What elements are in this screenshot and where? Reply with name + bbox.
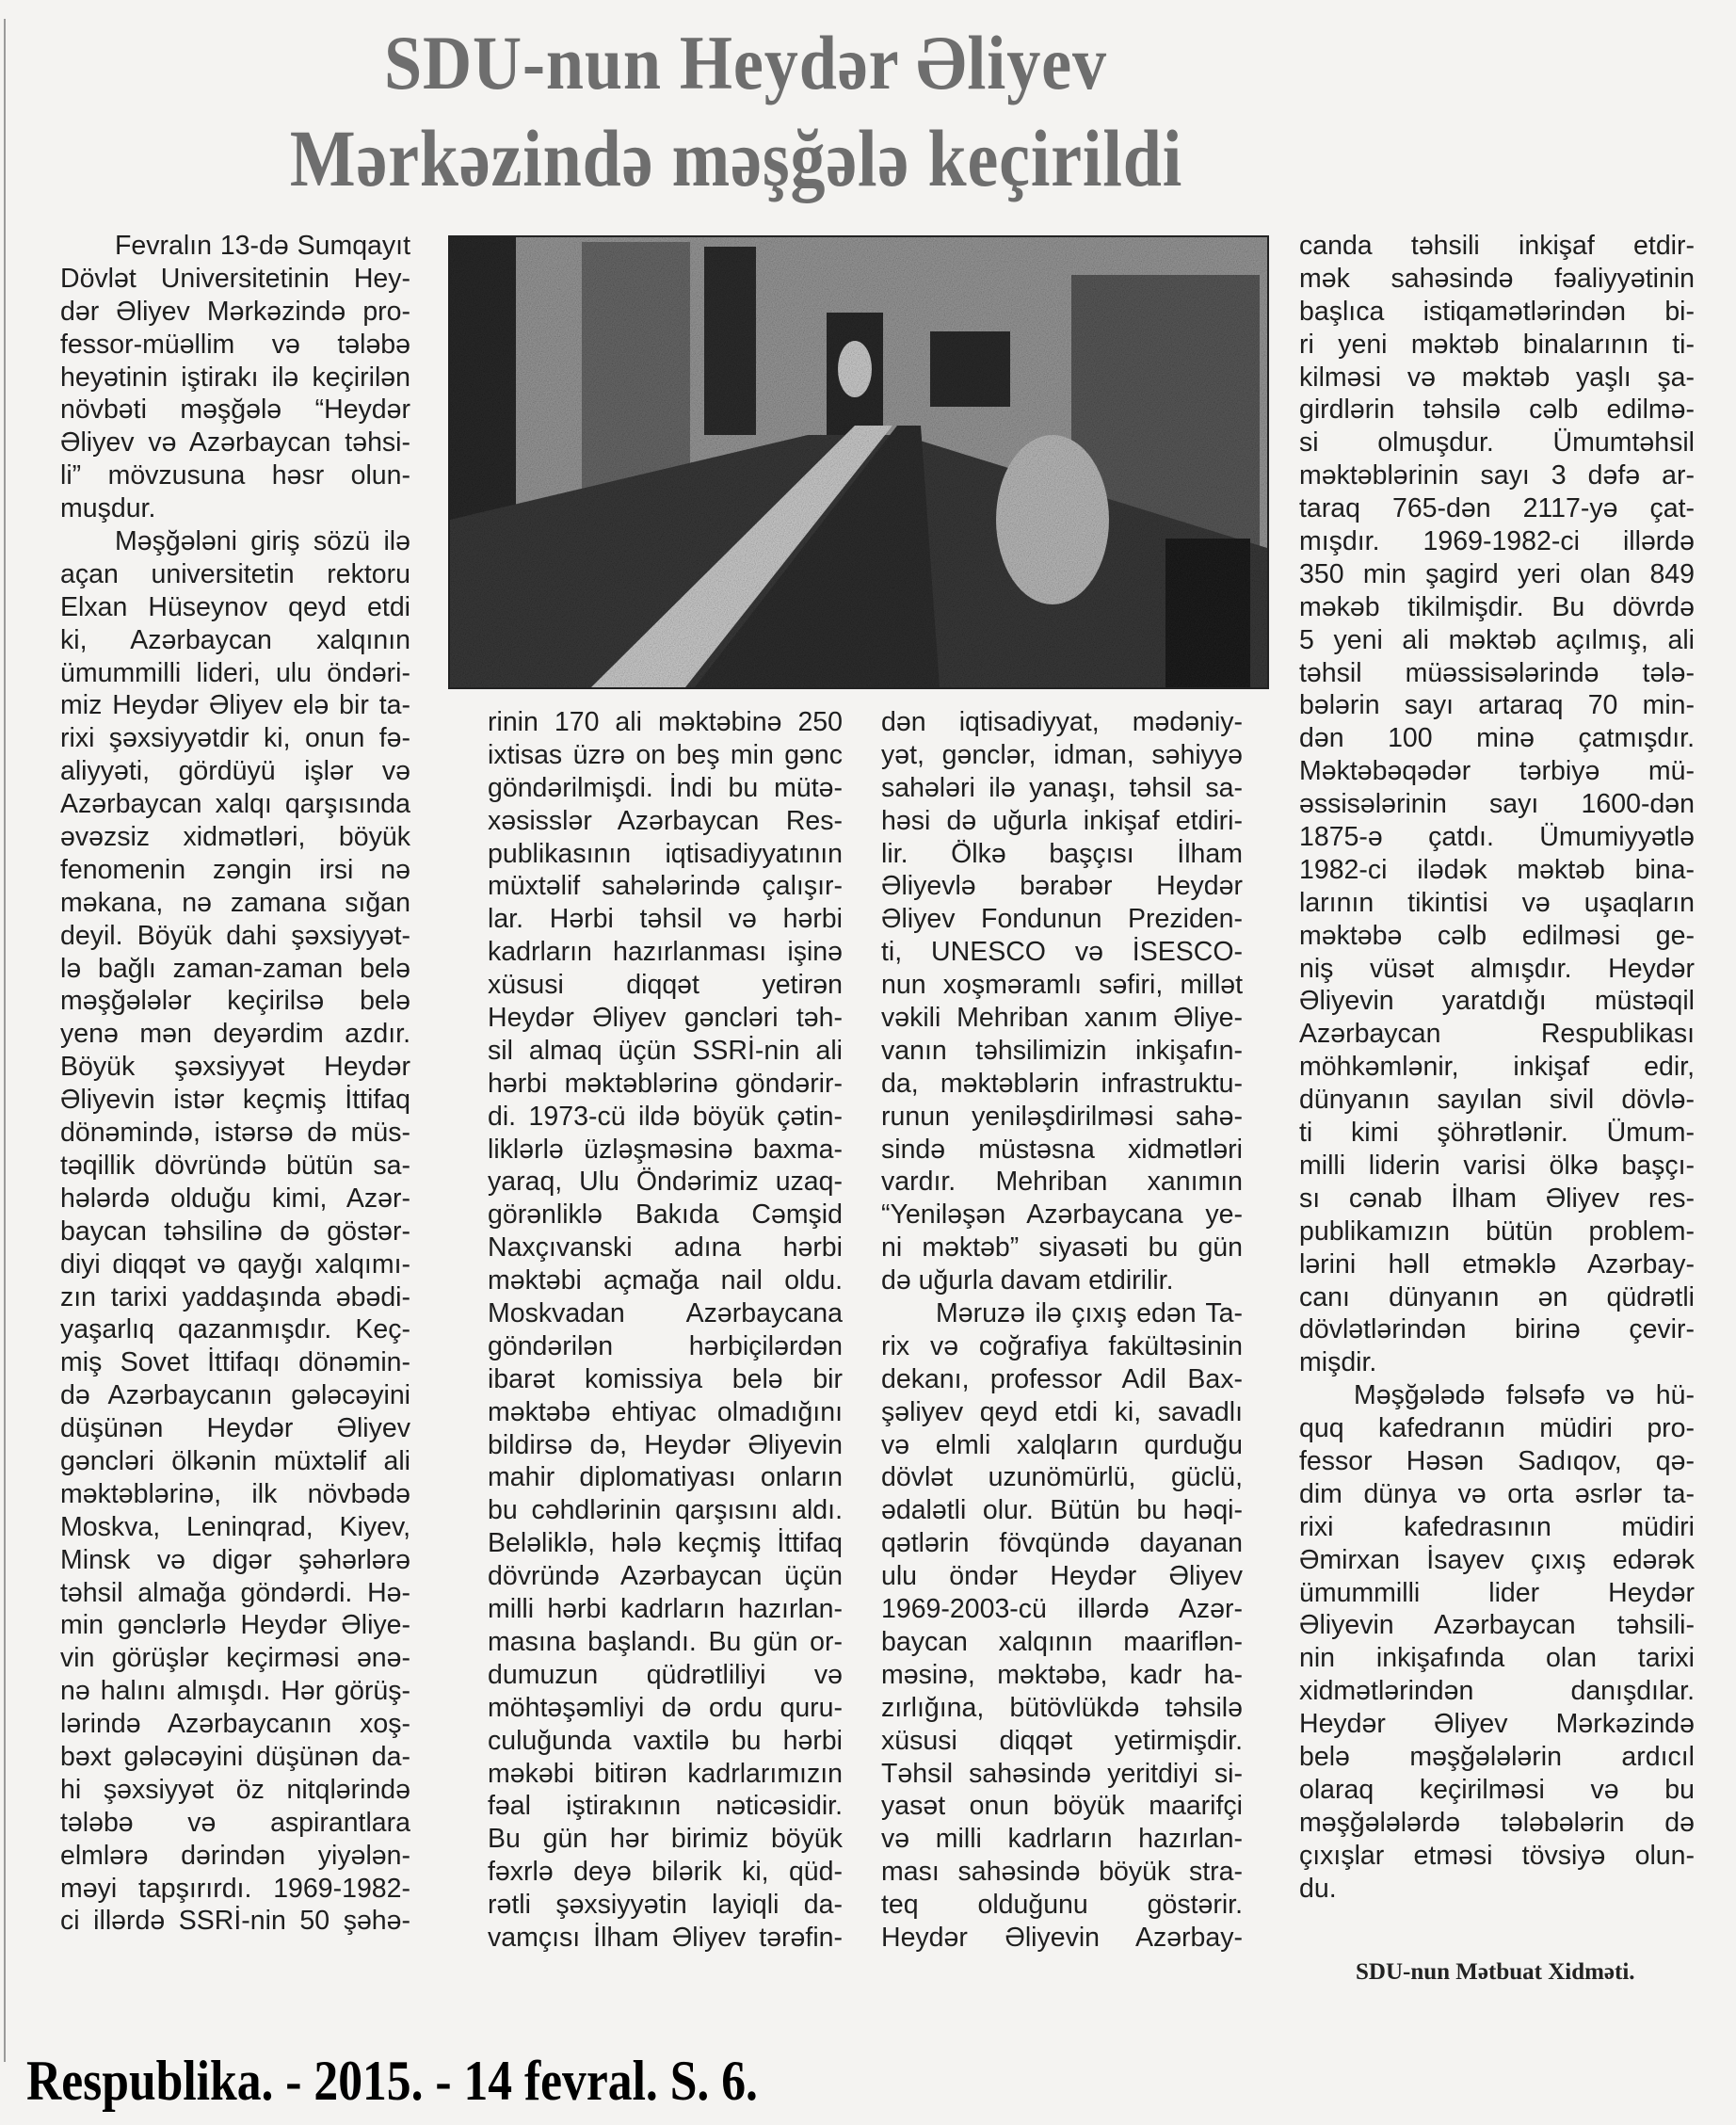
text-line: məkəbi bitirən kadrlarımızın	[488, 1758, 843, 1789]
text-line: vardır. Mehriban xanımın	[881, 1167, 1243, 1198]
text-line: göndərilmişdi. İndi bu mütə-	[488, 772, 843, 803]
text-line: masına başlandı. Bu gün or-	[488, 1626, 843, 1657]
text-line: milli hərbi kadrların hazırlan-	[488, 1594, 843, 1625]
text-line: min gənclərlə Heydər Əliye-	[60, 1610, 410, 1641]
text-line: və milli kadrların hazırlan-	[881, 1824, 1243, 1855]
text-line: Moskvadan Azərbaycana	[488, 1298, 843, 1329]
text-line: Naxçıvanski adına hərbi	[488, 1232, 843, 1264]
text-line: aliyyəti, gördüyü işlər və	[60, 756, 410, 787]
text-line: kilməsi və məktəb yaşlı şa-	[1299, 362, 1695, 393]
text-line: elmlərə dərindən yiyələn-	[60, 1840, 410, 1871]
text-line: canda təhsili inkişaf etdir-	[1299, 231, 1695, 261]
text-line: yaşarlıq qazanmışdır. Keç-	[60, 1314, 410, 1345]
text-line: li” mövzusuna həsr olun-	[60, 460, 410, 491]
text-line: hi şəxsiyyət öz nitqlərində	[60, 1774, 410, 1805]
text-line: rix və coğrafiya fakültəsinin	[881, 1330, 1243, 1361]
page-edge-rule	[4, 19, 6, 2062]
text-line: Dövlət Universitetinin Hey-	[60, 263, 410, 294]
text-line: xüsusi diqqət yetirən	[488, 970, 843, 1001]
text-line: Azərbaycan xalqı qarşısında	[60, 789, 410, 820]
text-line: taraq 765-dən 2117-yə çat-	[1299, 493, 1695, 524]
text-line: miz Heydər Əliyev elə bir ta-	[60, 690, 410, 721]
text-line: məktəblərinə, ilk növbədə	[60, 1478, 410, 1509]
text-line: Fevralın 13-də Sumqayıt	[115, 231, 410, 261]
text-line: fessor Həsən Sadıqov, qə-	[1299, 1445, 1695, 1476]
text-line: möhkəmlənir, inkişaf edir,	[1299, 1052, 1695, 1083]
text-line: Əliyevin istər keçmiş İttifaq	[60, 1085, 410, 1116]
text-line: məşğələlər keçirilsə belə	[60, 986, 410, 1017]
text-line: Beləliklə, hələ keçmiş İttifaq	[488, 1528, 843, 1559]
text-line: rixi kafedrasının müdiri	[1299, 1511, 1695, 1542]
text-line: də uğurla davam etdirilir.	[881, 1265, 1174, 1296]
text-line: Azərbaycan Respublikası	[1299, 1019, 1695, 1050]
meeting-photo	[448, 235, 1269, 689]
text-line: açan universitetin rektoru	[60, 558, 410, 589]
text-line: əvəzsiz xidmətləri, böyük	[60, 822, 410, 853]
text-line: dim dünya və orta əsrlər ta-	[1299, 1478, 1695, 1509]
text-line: dönəmində, istərsə də müs-	[60, 1118, 410, 1149]
text-line: mışdır. 1969-1982-ci illərdə	[1299, 526, 1695, 557]
text-line: dən 100 minə çatmışdır.	[1299, 723, 1695, 754]
text-line: Təhsil sahəsində yeritdiyi si-	[881, 1758, 1243, 1789]
text-line: ki, Azərbaycan xalqının	[60, 624, 410, 655]
text-line: rixi şəxsiyyətdir ki, onun fə-	[60, 723, 410, 754]
text-line: xəsisslər Azərbaycan Res-	[488, 805, 843, 836]
text-line: ümummilli lideri, ulu öndəri-	[60, 657, 410, 688]
text-line: vin görüşlər keçirməsi ənə-	[60, 1643, 410, 1674]
text-line: Əliyevlə bərabər Heydər	[881, 871, 1243, 902]
text-line: du.	[1299, 1873, 1337, 1904]
text-line: növbəti məşğələ “Heydər	[60, 394, 410, 426]
text-line: Heydər Əliyev Mərkəzində	[1299, 1709, 1695, 1740]
text-line: runun yeniləşdirilməsi sahə-	[881, 1101, 1243, 1132]
text-line: məktəbə ehtiyac olmadığını	[488, 1396, 843, 1427]
text-line: zırlığına, bütövlükdə təhsilə	[881, 1692, 1243, 1723]
text-line: miş Sovet İttifaqı dönəmin-	[60, 1347, 410, 1378]
text-line: Bu gün hər birimiz böyük	[488, 1824, 843, 1855]
text-line: Moskva, Leninqrad, Kiyev,	[60, 1511, 410, 1542]
text-line: vəkili Mehriban xanım Əliye-	[881, 1003, 1243, 1034]
text-line: vanın təhsilimizin inkişafın-	[881, 1035, 1243, 1066]
text-line: kadrların hazırlanması işinə	[488, 937, 843, 968]
text-line: ti, UNESCO və İSESCO-	[881, 937, 1243, 968]
text-line: 5 yeni ali məktəb açılmış, ali	[1299, 624, 1695, 655]
text-line: 1982-ci ilədək məktəb bina-	[1299, 854, 1695, 885]
text-line: bildirsə də, Heydər Əliyevin	[488, 1429, 843, 1460]
text-line: məktəbi açmağa nail oldu.	[488, 1265, 843, 1296]
text-line: mək sahəsində fəaliyyətinin	[1299, 263, 1695, 294]
text-line: məkəb tikilmişdir. Bu dövrdə	[1299, 591, 1695, 622]
article-column-4	[1299, 230, 1695, 1905]
text-line: Əmirxan İsayev çıxış edərək	[1299, 1544, 1695, 1575]
text-line: Əliyev Fondunun Preziden-	[881, 904, 1243, 935]
text-line: təqillik dövründə bütün sa-	[60, 1150, 410, 1181]
text-line: belə məşğələlərin ardıcıl	[1299, 1741, 1695, 1772]
text-line: publikamızın bütün problem-	[1299, 1215, 1695, 1247]
text-line: əssisələrinin sayı 1600-dən	[1299, 789, 1695, 820]
text-line: Məruzə ilə çıxış edən Ta-	[936, 1298, 1243, 1329]
text-line: Əliyevin Azərbaycan təhsili-	[1299, 1610, 1695, 1641]
text-line: ibarət komissiya belə bir	[488, 1363, 843, 1394]
text-line: ümummilli lider Heydər	[1299, 1577, 1695, 1608]
text-line: baycan xalqının maariflən-	[881, 1626, 1243, 1657]
text-line: qətlərin fövqündə dayanan	[881, 1528, 1243, 1559]
text-line: lərində Azərbaycanın xoş-	[60, 1709, 410, 1740]
text-line: Məşğələdə fəlsəfə və hü-	[1354, 1380, 1695, 1411]
text-line: gəncləri ölkənin müxtəlif ali	[60, 1445, 410, 1476]
text-line: lə bağlı zaman-zaman belə	[60, 953, 410, 984]
text-line: bələrin sayı artaraq 70 min-	[1299, 690, 1695, 721]
photo-meeting-room-icon	[450, 237, 1267, 687]
text-line: yət, gənclər, idman, səhiyyə	[881, 739, 1243, 770]
text-line: dünyanın sayılan sivil dövlə-	[1299, 1085, 1695, 1116]
text-line: Heydər Əliyevin Azərbay-	[881, 1922, 1243, 1953]
text-line: və elmli xalqların qurduğu	[881, 1429, 1243, 1460]
text-line: dövründə Azərbaycan üçün	[488, 1561, 843, 1592]
text-line: nin inkişafında olan tarixi	[1299, 1643, 1695, 1674]
text-line: milli liderin varisi ölkə başçı-	[1299, 1150, 1695, 1181]
text-line: yasət onun böyük maarifçi	[881, 1791, 1243, 1822]
text-line: 1969-2003-cü illərdə Azər-	[881, 1594, 1243, 1625]
text-line: diyi diqqət və qayğı xalqımı-	[60, 1248, 410, 1280]
text-line: 1875-ə çatdı. Ümumiyyətlə	[1299, 822, 1695, 853]
text-line: deyil. Böyük dahi şəxsiyyət-	[60, 920, 410, 951]
text-line: zın tarixi yaddaşında əbədi-	[60, 1281, 410, 1312]
text-line: lərini həll etməklə Azərbay-	[1299, 1248, 1695, 1280]
text-line: təhsil müəssisələrində tələ-	[1299, 657, 1695, 688]
text-line: Əliyevin yaratdığı müstəqil	[1299, 986, 1695, 1017]
text-line: bəxt gələcəyini düşünən da-	[60, 1741, 410, 1772]
text-line: di. 1973-cü ildə böyük çətin-	[488, 1101, 843, 1132]
text-line: məktəbə cəlb edilməsi ge-	[1299, 920, 1695, 951]
text-line: fessor-müəllim və tələbə	[60, 329, 410, 360]
text-line: məktəblərinin sayı 3 dəfə ar-	[1299, 460, 1695, 491]
text-line: yenə mən deyərdim azdır.	[60, 1019, 410, 1050]
text-line: məyi tapşırırdı. 1969-1982-	[60, 1873, 410, 1904]
text-line: yaraq, Ulu Öndərimiz uzaq-	[488, 1167, 843, 1198]
text-line: si olmuşdur. Ümumtəhsil	[1299, 427, 1695, 459]
text-line: hələrdə olduğu kimi, Azər-	[60, 1183, 410, 1214]
text-line: hərbi məktəblərinə göndərir-	[488, 1068, 843, 1099]
text-line: vamçısı İlham Əliyev tərəfin-	[488, 1922, 843, 1953]
text-line: sahələri ilə yanaşı, təhsil sa-	[881, 772, 1243, 803]
text-line: şəliyev qeyd etdi ki, savadlı	[881, 1396, 1243, 1427]
article-column-2	[488, 706, 843, 1955]
text-line: çıxışlar etməsi tövsiyə olun-	[1299, 1840, 1695, 1871]
text-line: rətli şəxsiyyətin layiqli da-	[488, 1890, 843, 1921]
text-line: liklərlə üzləşməsinə baxma-	[488, 1134, 843, 1165]
text-line: düşünən Heydər Əliyev	[60, 1413, 410, 1444]
article-column-1	[60, 230, 410, 1938]
text-line: rinin 170 ali məktəbinə 250	[488, 707, 843, 737]
text-line: lir. Ölkə başçısı İlham	[881, 838, 1243, 869]
text-line: də Azərbaycanın gələcəyini	[60, 1380, 410, 1411]
text-line: publikasının iqtisadiyyatının	[488, 838, 843, 869]
text-line: teq olduğunu göstərir.	[881, 1890, 1243, 1921]
text-line: ması sahəsində böyük stra-	[881, 1857, 1243, 1888]
text-line: möhtəşəmliyi də ordu quru-	[488, 1692, 843, 1723]
text-line: sı cənab İlham Əliyev res-	[1299, 1183, 1695, 1214]
text-line: Əliyev və Azərbaycan təhsi-	[60, 427, 410, 459]
text-line: niş vüsət almışdır. Heydər	[1299, 953, 1695, 984]
text-line: Böyük şəxsiyyət Heydər	[60, 1052, 410, 1083]
text-line: olaraq keçirilməsi və bu	[1299, 1774, 1695, 1805]
text-line: nə halını almışdı. Hər görüş-	[60, 1676, 410, 1707]
text-line: sində müstəsna xidmətləri	[881, 1134, 1243, 1165]
text-line: ni məktəb” siyasəti bu gün	[881, 1232, 1243, 1264]
text-line: təhsil almağa göndərdi. Hə-	[60, 1577, 410, 1608]
source-citation: Respublika. - 2015. - 14 fevral. S. 6.	[26, 2050, 758, 2112]
text-line: canı dünyanın ən qüdrətli	[1299, 1281, 1695, 1312]
text-line: quq kafedranın müdiri pro-	[1299, 1413, 1695, 1444]
text-line: xüsusi diqqət yetirmişdir.	[881, 1725, 1243, 1756]
text-line: mahir diplomatiyası onların	[488, 1462, 843, 1493]
text-line: dər Əliyev Mərkəzində pro-	[60, 296, 410, 327]
text-line: lar. Hərbi təhsil və hərbi	[488, 904, 843, 935]
text-line: ri yeni məktəb binalarının ti-	[1299, 329, 1695, 360]
text-line: xidmətlərindən danışdılar.	[1299, 1676, 1695, 1707]
text-line: sil almaq üçün SSRİ-nin ali	[488, 1035, 843, 1066]
text-line: nun xoşməramlı səfiri, millət	[881, 970, 1243, 1001]
text-line: ədalətli olur. Bütün bu həqi-	[881, 1495, 1243, 1526]
text-line: görənliklə Bakıda Cəmşid	[488, 1199, 843, 1231]
text-line: məsinə, məktəbə, kadr ha-	[881, 1659, 1243, 1690]
byline-signature: SDU-nun Mətbuat Xidməti.	[1356, 1959, 1635, 1985]
text-line: “Yeniləşən Azərbaycana ye-	[881, 1199, 1243, 1231]
text-line: culuğunda vaxtilə bu hərbi	[488, 1725, 843, 1756]
text-line: Məşğələni giriş sözü ilə	[115, 526, 410, 557]
text-line: məkana, nə zamana sığan	[60, 887, 410, 918]
text-line: heyətinin iştirakı ilə keçirilən	[60, 362, 410, 393]
text-line: fenomenin zəngin irsi nə	[60, 854, 410, 885]
text-line: girdlərin təhsilə cəlb edilmə-	[1299, 394, 1695, 426]
text-line: Minsk və digər şəhərlərə	[60, 1544, 410, 1575]
text-line: Heydər Əliyev gəncləri təh-	[488, 1003, 843, 1034]
text-line: müxtəlif sahələrində çalışır-	[488, 871, 843, 902]
text-line: muşdur.	[60, 493, 156, 524]
text-line: dövlətlərindən birinə çevir-	[1299, 1314, 1695, 1345]
text-line: başlıca istiqamətlərindən bi-	[1299, 296, 1695, 327]
text-line: 350 min şagird yeri olan 849	[1299, 558, 1695, 589]
text-line: larının tikintisi və uşaqların	[1299, 887, 1695, 918]
headline-line-2: Mərkəzində məşğələ keçirildi	[289, 113, 1183, 203]
text-line: baycan təhsilinə də göstər-	[60, 1215, 410, 1247]
text-line: həsi də uğurla inkişaf etdiri-	[881, 805, 1243, 836]
headline-line-1: SDU-nun Heydər Əliyev	[383, 20, 1108, 105]
text-line: dumuzun qüdrətliliyi və	[488, 1659, 843, 1690]
text-line: məşğələlərdə tələbələrin də	[1299, 1807, 1695, 1838]
text-line: ulu öndər Heydər Əliyev	[881, 1561, 1243, 1592]
text-line: dekanı, professor Adil Bax-	[881, 1363, 1243, 1394]
text-line: dən iqtisadiyyat, mədəniy-	[881, 707, 1243, 737]
text-line: Elxan Hüseynov qeyd etdi	[60, 591, 410, 622]
text-line: ti kimi şöhrətlənir. Ümum-	[1299, 1118, 1695, 1149]
text-line: göndərilən hərbiçilərdən	[488, 1330, 843, 1361]
text-line: fəxrlə deyə bilərik ki, qüd-	[488, 1857, 843, 1888]
text-line: ixtisas üzrə on beş min gənc	[488, 739, 843, 770]
article-column-3	[881, 706, 1243, 1955]
text-line: bu cəhdlərinin qarşısını aldı.	[488, 1495, 843, 1526]
text-line: Məktəbəqədər tərbiyə mü-	[1299, 756, 1695, 787]
text-line: dövlət uzunömürlü, güclü,	[881, 1462, 1243, 1493]
text-line: fəal iştirakının nəticəsidir.	[488, 1791, 843, 1822]
text-line: tələbə və aspirantlara	[60, 1807, 410, 1838]
text-line: ci illərdə SSRİ-nin 50 şəhə-	[60, 1906, 410, 1937]
text-line: da, məktəblərin infrastruktu-	[881, 1068, 1243, 1099]
text-line: mişdir.	[1299, 1347, 1377, 1378]
